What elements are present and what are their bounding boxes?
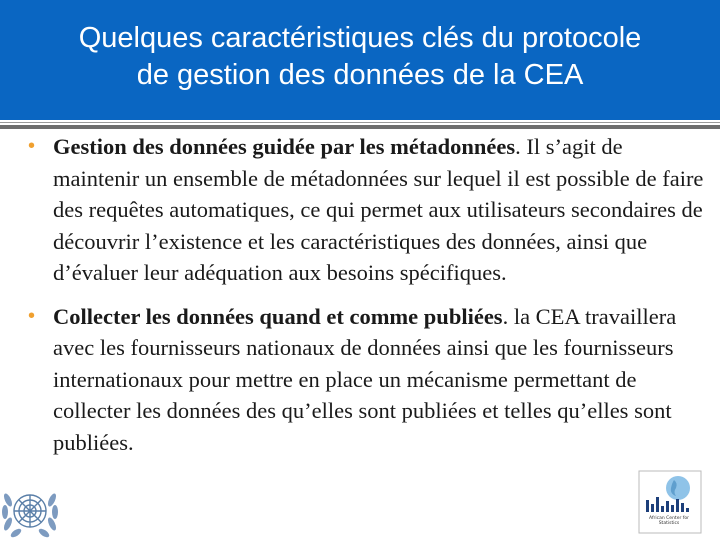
- slide-title-line-1: Quelques caractéristiques clés du protocole: [78, 22, 642, 54]
- un-emblem-icon: [0, 478, 60, 540]
- slide-title-bar: [0, 0, 720, 120]
- bullet-text: . la CEA travaillera avec les fournisseurs nationaux de données ainsi que les fournisseurs internationaux pour mettre en place un mécanisme permettant de collecter les données des qu’elles sont publiées et telles qu’elles sont publiées.: [53, 303, 677, 455]
- bullet-item: [18, 301, 708, 459]
- bullet-marker: •: [28, 304, 36, 327]
- logo-caption: African Center for Statistics: [649, 516, 689, 526]
- slide-body: [18, 131, 708, 458]
- bullet-marker: •: [28, 135, 36, 157]
- bullet-heading: Gestion des données guidée par les métadonnées: [53, 134, 516, 159]
- title-divider-thin: [0, 122, 720, 123]
- slide-title: [79, 20, 642, 94]
- bullet-item: [18, 131, 708, 289]
- slide-title-line-2: de gestion des données de la CEA: [136, 59, 584, 91]
- bullet-heading: Collecter les données quand et comme publiées: [53, 303, 503, 329]
- africa-statistics-logo-icon: [638, 470, 702, 534]
- bullet-text: . Il s’agit de maintenir un ensemble de métadonnées sur lequel il est possible de faire des requêtes automatiques, ce qui permet aux utilisateurs secondaires de découvrir l’existence et les caractéristiques des données, ainsi que d’évaluer leur adéquation aux besoins spécifiques.: [53, 134, 704, 285]
- title-divider-thick: [0, 125, 720, 129]
